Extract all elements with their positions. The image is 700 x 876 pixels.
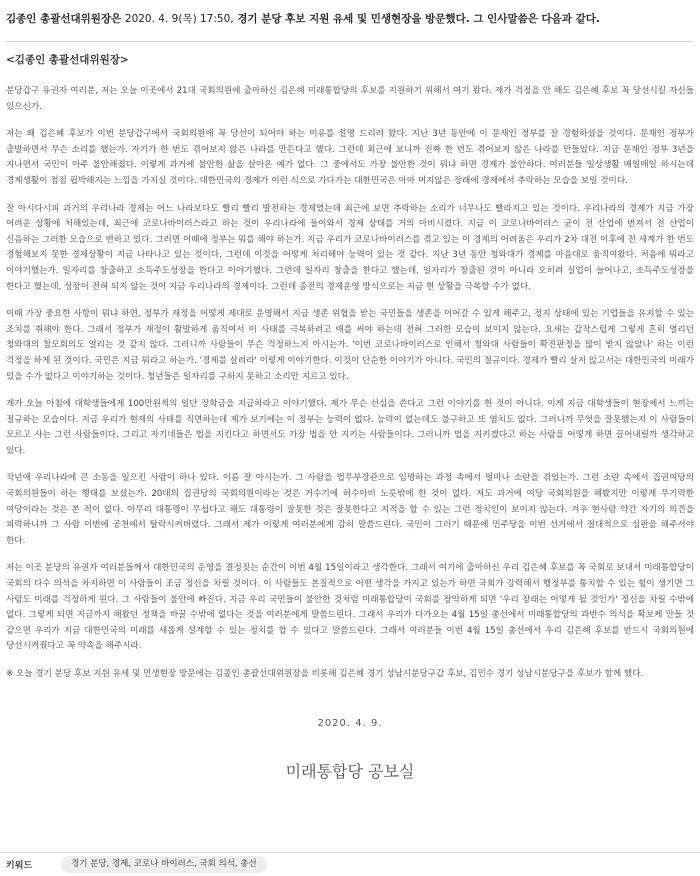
paragraph: 작년에 우리나라에 큰 소동을 일으킨 사람이 하나 있다. 이름 잘 아시는가. 그 사람을 법무부장관으로 임명하는 과정 속에서 얼마나 소란을 겪었는가. 그런 소란 속에서 집권여당의 국회의원들이 하는 행태를 보셨는가. 20대의 집권당의 국회의원이라는 것은 거수기에 허수아비 노릇밖에 한 것이 없다. 저도 과거에 여당 국회의원을 해봤지만 이렇게 무기력한 여당이라는 것은 본 적이 없다. 아무리 대통령이 무섭다고 해도 대통령이 잘못한 것은 잘못한다고 지적을 할 수 있는 그런 정치인이 보이지 않는다. 겨우 현사람 약간 자기의 의견을 피력하니까 그 사람 이번에 공천에서 탈락시켜버렸다. 그래서 제가 이렇게 여러분에게 감히 말씀드린다. 국민이 그러기 때문에 민주당을 이번 선거에서 절대적으로 심판을 해주셔야 한다. (6, 473, 694, 546)
paragraph: 이때 가장 중요한 사항이 뭐냐 하면, 정부가 재정을 어떻게 제대로 운영해서 지금 생존 위협을 받는 국민들을 생존을 이어갈 수 있게 해주고, 정지 상태에 있는 기업들을 유지할 수 있는 조치를 취해야 한다. 그래서 정부가 재정이 활발하게 움직여서 이 사태를 극복하려고 애를 써야 하는데 전혀 그러한 모습이 보이지 않는다. 요새는 갑작스럽게 그렇게 흔히 열리던 청와대의 참모회의도 열리는 것 같지 않다. 그러니까 사람들이 무슨 걱정하느지 아시는가. '이번 코로나바이러스로 인해서 청와대 사람들이 확진판정을 많이 받지 않았나' 하는 이런 걱정을 하게 된 것이다. 국민은 지금 뭐라고 하는가. '경제를 살려라' 이렇게 이야기한다. 이것이 단순한 이야기가 아니다. 국민의 절규이다. 경제가 빨리 살지 않고서는 대한민국의 미래가 있을 수가 없다고 이야기하는 것이다. 청년들은 일자리를 구하지 못하고 소리만 지르고 있다. (6, 309, 694, 382)
headline-datetime: 2020. 4. 9(목) 17:50, (124, 13, 234, 25)
paragraph: 잘 아시다시피 과거의 우리나라 경제는 어느 나라보다도 빨리 빨리 발전하는 경제였는데 최근에 보면 추락하는 소리가 너무나도 빨라지고 있는 것이다. 우리나라의 경제가 지금 가장 어려운 상황에 처해있는데, 최근에 코로나바이러스라고 하는 것이 우리나라에 들어와서 경제 상태를 거의 마비시켰다. 지금 이 코로나바이러스 균이 전 산업에 번져서 전 산업이 신음하는 그러한 모습으로 변하고 있다. 그러면 이때에 정부는 뭐를 해야 하는가. 지금 우리가 코로나바이러스를 겪고 있는 이 경제의 어려움은 우리가 2차 대전 이후에 전 세계가 한 번도 경험해보지 못한 경제상황이 지금 나타나고 있는 것이다. 그런데 이것을 어떻게 처리해야 능력이 있는 것 같다. 지난 3년 동안 청와대가 경제를 마음대로 움직여왔다. 처음에 뭐라고 이야기했는가. 일자리를 창출하고 소득주도성장을 한다고 이야기했다. 그런데 일자리 창출을 한다고 했는데, 일자리가 창출된 것이 아니라 오히려 실업이 늘어나고, 소득주도성장을 한다고 했는데, 성장이 전혀 되지 않는 것이 지금 우리나라의 경제이다. 그런데 종전의 경제운영 방식으로는 지금 현 상황을 극복할 수가 없다. (6, 203, 694, 292)
divider (6, 41, 694, 42)
paragraph: 제가 오늘 아침에 대학생들에게 100만원씩의 일단 장학금을 지급하라고 이야기했다. 제가 무슨 선심을 쓴다고 그런 이야기를 한 것이 아니다. 이게 지금 대학생들이 현장에서 느끼는 절규하는 모습이다. 지금 우리가 현재의 사태를 직면하는데 제가 보기에는 이 정부는 능력이 없다. 능력이 없는데도 불구하고 또 염치도 없다. 그러니까 무엇을 잘못했는지 이 사람들이 모르고 사는 그런 사람들이다. 그리고 자기네들은 법을 지킨다고 하면서도 가장 법을 안 지키는 사람들이다. 그러니까 법을 지키겠다고 하는 사람을 어떻게 하면 끌어내릴까 생각하고 있다. (6, 399, 694, 456)
speech-body (6, 84, 694, 683)
release-date: 2020. 4. 9. (317, 717, 383, 729)
footnote: ※ 오늘 경기 분당 후보 지원 유세 및 민생현장 방문에는 김종인 총괄선대위원장을 비롯해 김은혜 경기 성남시분당구갑 후보, 김민수 경기 성남시분당구을 후보가 함께 했다. (6, 669, 644, 679)
keyword-bar (0, 852, 700, 876)
press-release (0, 12, 700, 875)
organization-name: 미래통합당 공보실 (285, 761, 415, 781)
keyword-tag[interactable]: 경기 분당, 경제, 코로나 바이러스, 국회 의석, 총선 (61, 856, 267, 873)
keyword-label: 키워드 (6, 861, 33, 871)
paragraph: 저는 이곳 분당의 유권자 여러분들께서 대한민국의 운영을 결정짓는 순간이 이번 4월 15일이라고 생각한다. 그래서 여기에 출마하신 우리 김은혜 후보를 꼭 국회로 보내서 미래통합당이 국회의 다수 의석을 차지하면 이 사람들이 조금 정신을 차릴 것이다. 이 사람들도 본질적으로 어떤 생각을 가지고 있는가 하면 국회가 강력해서 행정부를 통치할 수 있는 힘이 생기면 그 사람도 미래를 걱정하게 된다. 그 사람들이 불안에 빠진다. 지금 우리 국민들이 불안한 것처럼 미래통합당이 국회를 장악하게 되면 '우리 장래는 어떻게 될 것인가' 정신을 차릴 수밖에 없다. 그렇게 되면 지금까지 해왔던 정책을 바꿀 수밖에 없다는 것을 여러분에게 말씀드린다. 그래서 우리가 다가오는 4월 15일 총선에서 미래통합당의 과반수 의석을 확보케 만들 것 같으면 우리가 지금 대한민국의 미래를 새롭게 설계할 수 있는 정치를 할 수 있다고 말씀드린다. 그래서 여러분들 이번 4월 15일 총선에서 우리 김은혜 후보를 반드시 국회의원에 당선시켜줬다고 꼭 약속을 해주시라. (6, 563, 695, 652)
paragraph: 저는 왜 김은혜 후보가 이번 분당갑구에서 국회의원에 꼭 당선이 되어야 하는 이유를 설명 드리려 왔다. 지난 3년 동안에 이 문재인 정부를 잘 경험하셨을 것이다. 문재인 정부가 출발하면서 무슨 소리를 했는가. 자기가 한 번도 겪어보지 않은 나라를 만든다고 했다. 그런데 최근에 보니까 진짜 한 번도 겪어보지 않은 나라를 만들었다. 지금 문재인 정부 3년을 지나면서 국민이 아주 불안해졌다. 이렇게 과거에 불안한 삶을 살아온 예가 없다. 그 중에서도 가장 불안한 것이 뭐냐 하면 경제가 불안하다. 여러분들 일상생활 매일매일 하시는데 경제생활이 점점 핍박해지는 느낌을 가지실 것이다. 대한민국의 경제가 이런 식으로 가다가는 대한민국은 아마 머지않은 장래에 경제에서 추락하는 모습을 보일 것이다. (6, 129, 694, 186)
headline (6, 12, 694, 27)
speaker-label: <김종인 총괄선대위원장> (6, 54, 129, 66)
paragraph: 분당갑구 유권자 여러분, 저는 오늘 이곳에서 21대 국회의원에 출마하신 김은혜 미래통합당의 후보를 지원하기 위해서 여기 왔다. 제가 걱정을 안 해도 김은혜 후보 꼭 당선시킬 자신들 있으신가. (6, 86, 694, 112)
headline-title: 김종인 총괄선대위원장은 (6, 13, 122, 25)
headline-rest: 경기 분당 후보 지원 유세 및 민생현장을 방문했다. 그 인사말씀은 다음과 같다. (237, 13, 600, 25)
